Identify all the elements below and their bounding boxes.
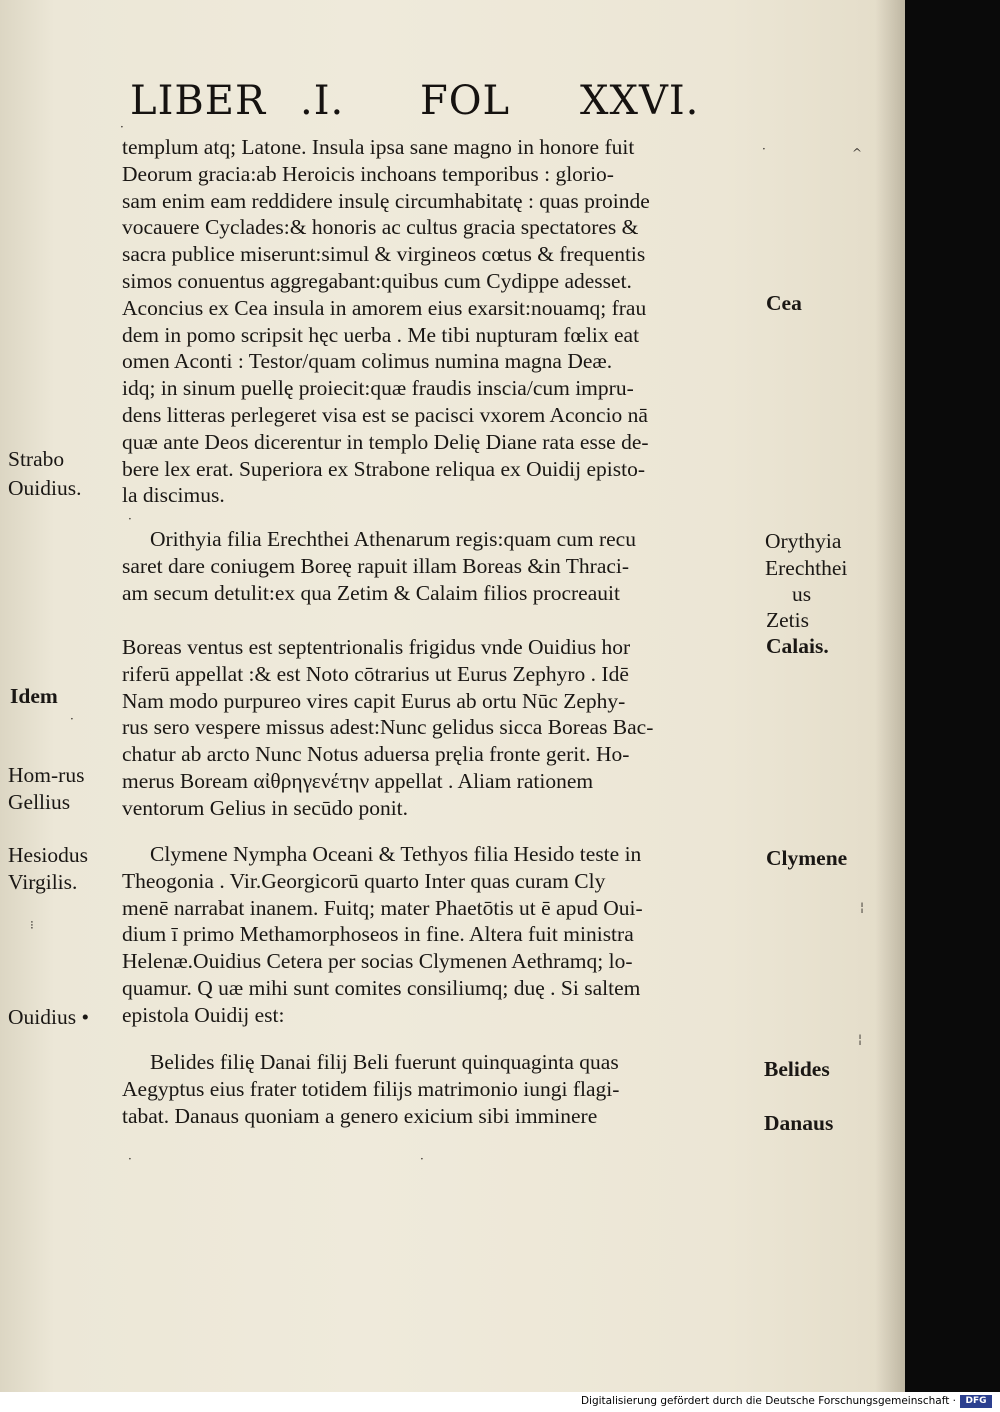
margin-note-orythyia: Orythyia: [765, 529, 842, 553]
margin-note-idem: Idem: [10, 684, 58, 708]
funding-notice: Digitalisierung gefördert durch die Deutsche Forschungsgemeinschaft ·: [580, 1395, 956, 1407]
text-line: quamur. Q uæ mihi sunt comites consiliumq; duę . Si saltem: [122, 975, 641, 1000]
margin-note-cea: Cea: [766, 291, 802, 315]
text-line: Aconcius ex Cea insula in amorem eius exarsit:nouamq; frau: [122, 295, 647, 320]
header-fol: FOL: [420, 78, 511, 124]
margin-note-homerus: Hom-rus: [8, 763, 85, 787]
margin-note-strabo: Strabo: [8, 447, 65, 471]
margin-note-belides: Belides: [764, 1057, 830, 1081]
text-line: Clymene Nympha Oceani & Tethyos filia Hesido teste in: [150, 842, 642, 866]
paragraph-orithyia: [122, 526, 762, 606]
text-line: rus sero vespere missus adest:Nunc gelidus sicca Boreas Bac-: [122, 715, 654, 740]
text-line: omen Aconti : Testor/quam colimus numina magna Deæ.: [122, 349, 613, 374]
header-folio-number: XXVI.: [580, 78, 700, 124]
speck: ·: [120, 120, 124, 134]
paragraph-clymene: [122, 841, 762, 1029]
text-line: menē narrabat inanem. Fuitq; mater Phaetōtis ut ē apud Oui-: [122, 895, 643, 920]
speck: ·: [420, 1152, 424, 1166]
text-line: dem in pomo scripsit hęc uerba . Me tibi nupturam fœlix eat: [122, 322, 640, 347]
text-line: merus Boream αἰθρηγενέτην appellat . Aliam rationem: [122, 768, 594, 793]
text-line: Deorum gracia:ab Heroicis inchoans temporibus : glorio-: [122, 161, 614, 186]
speck: ·: [128, 1152, 132, 1166]
text-line: sacra publice miserunt:simul & virgineos cœtus & frequentis: [122, 242, 646, 267]
text-line: simos conuentus aggregabant:quibus cum Cydippe adesset.: [122, 268, 632, 293]
dfg-logo: DFG: [960, 1395, 992, 1408]
text-line: Orithyia filia Erechthei Athenarum regis:quam cum recu: [150, 527, 636, 551]
text-line: vocauere Cyclades:& honoris ac cultus gracia spectatores &: [122, 215, 639, 240]
speck: ^: [852, 146, 863, 160]
text-line: chatur ab arcto Nunc Notus aduersa pręlia fronte gerit. Ho-: [122, 742, 630, 767]
speck: ¦: [860, 900, 865, 914]
margin-note-danaus: Danaus: [764, 1111, 834, 1135]
text-line: dens litteras perlegeret visa est se pacisci vxorem Aconcio nā: [122, 402, 648, 427]
text-line: templum atq; Latone. Insula ipsa sane magno in honore fuit: [122, 135, 635, 159]
running-header: [130, 78, 730, 138]
speck: ⁝: [30, 918, 34, 932]
margin-note-ouidius: Ouidius.: [8, 476, 82, 500]
text-line: la discimus.: [122, 483, 225, 508]
margin-note-hesiodus: Hesiodus: [8, 843, 89, 867]
text-line: ventorum Gelius in secūdo ponit.: [122, 795, 409, 820]
text-line: sam enim eam reddidere insulę circumhabitatę : quas proinde: [122, 188, 650, 213]
text-line: Helenæ.Ouidius Cetera per socias Clymenen Aethramq; lo-: [122, 949, 633, 974]
text-line: saret dare coniugem Boreę rapuit illam Boreas &in Thraci-: [122, 553, 630, 578]
header-book-number: .I.: [300, 78, 345, 124]
text-line: quæ ante Deos dicerentur in templo Delię Diane rata esse de-: [122, 429, 649, 454]
text-line: Nam modo purpureo vires capit Eurus ab ortu Nūc Zephy-: [122, 688, 626, 713]
text-line: bere lex erat. Superiora ex Strabone reliqua ex Ouidij episto-: [122, 456, 645, 481]
text-line: epistola Ouidij est:: [122, 1002, 285, 1027]
margin-note-zetis: Zetis: [766, 608, 809, 632]
header-liber: LIBER: [130, 78, 267, 124]
text-line: Boreas ventus est septentrionalis frigidus vnde Ouidius hor: [122, 635, 631, 659]
margin-note-calais: Calais.: [766, 634, 829, 658]
margin-note-gellius: Gellius: [8, 790, 71, 814]
margin-note-us: us: [792, 582, 812, 606]
paragraph-belides: [122, 1049, 762, 1129]
text-line: am secum detulit:ex qua Zetim & Calaim filios procreauit: [122, 580, 620, 605]
text-line: Theogonia . Vir.Georgicorū quarto Inter quas curam Cly: [122, 868, 606, 893]
margin-note-erechthei: Erechthei: [765, 556, 848, 580]
speck: ·: [70, 712, 74, 726]
footer-bar: [0, 1392, 1000, 1412]
text-line: riferū appellat :& est Noto cōtrarius ut Eurus Zephyro . Idē: [122, 661, 629, 686]
text-line: tabat. Danaus quoniam a genero exicium sibi imminere: [122, 1103, 598, 1128]
speck: ·: [762, 142, 766, 156]
text-line: Aegyptus eius frater totidem filijs matrimonio iungi flagi-: [122, 1076, 620, 1101]
speck: ¦: [858, 1032, 863, 1046]
text-line: idq; in sinum puellę proiecit:quæ fraudis inscia/cum impru-: [122, 376, 634, 401]
margin-note-virgilius: Virgilis.: [8, 870, 78, 894]
text-line: Belides filię Danai filij Beli fuerunt quinquaginta quas: [150, 1050, 619, 1074]
speck: ·: [128, 512, 132, 526]
text-line: dium ī primo Methamorphoseos in fine. Altera fuit ministra: [122, 922, 634, 947]
paragraph-boreas: [122, 634, 762, 822]
paragraph-acontius: [122, 134, 762, 509]
margin-note-ouidius: Ouidius •: [8, 1005, 89, 1029]
margin-note-clymene: Clymene: [766, 846, 848, 870]
